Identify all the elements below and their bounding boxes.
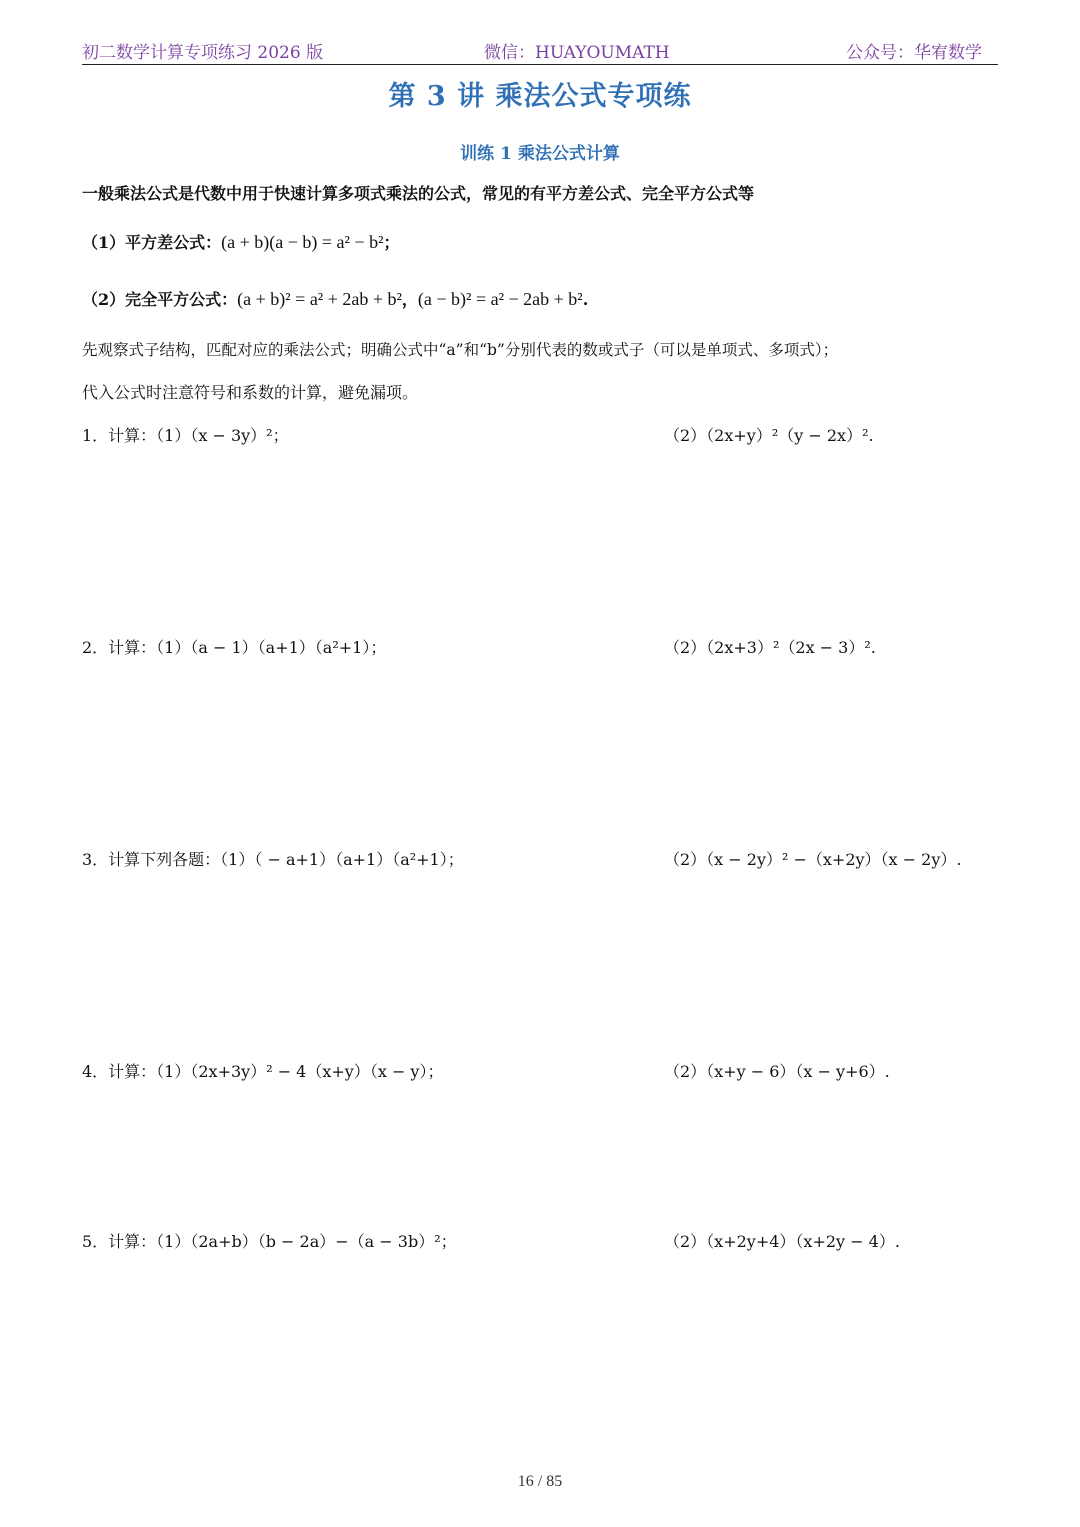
section-subtitle: 训练 1 乘法公式计算 xyxy=(460,144,620,164)
question-1-part-1: 1．计算：（1）（x − 3y）²； xyxy=(82,426,289,445)
formula2-expression-plus: (a + b)² = a² + 2ab + b² xyxy=(237,289,402,309)
tip-line-2: 代入公式时注意符号和系数的计算，避免漏项。 xyxy=(82,383,419,402)
question-1-part-2: （2）（2x+y）²（y − 2x）². xyxy=(664,426,874,445)
formula1-label: （1）平方差公式： xyxy=(82,233,222,252)
question-5-part-2: （2）（x+2y+4）（x+2y − 4）. xyxy=(664,1232,900,1251)
intro-text: 一般乘法公式是代数中用于快速计算多项式乘法的公式，常见的有平方差公式、完全平方公式等 xyxy=(82,184,755,203)
question-3-part-2: （2）（x − 2y）² −（x+2y）（x − 2y）. xyxy=(664,850,962,869)
formula-perfect-square xyxy=(82,287,588,310)
page-number: 16 / 85 xyxy=(517,1473,563,1490)
page-header xyxy=(82,36,998,65)
formula1-expression: (a + b)(a − b) = a² − b² xyxy=(221,232,384,252)
question-4-part-2: （2）（x+y − 6）（x − y+6）. xyxy=(664,1062,890,1081)
question-5-part-1: 5．计算：（1）（2a+b）（b − 2a）−（a − 3b）²； xyxy=(82,1232,457,1251)
tip-line-1: 先观察式子结构，匹配对应的乘法公式；明确公式中“a”和“b”分别代表的数或式子（可以是单项式、多项式）； xyxy=(82,341,839,359)
question-4-part-1: 4．计算：（1）（2x+3y）² − 4（x+y）（x − y）； xyxy=(82,1062,444,1081)
question-2-part-2: （2）（2x+3）²（2x − 3）². xyxy=(664,638,876,657)
formula-difference-of-squares xyxy=(82,230,400,253)
formula2-end: . xyxy=(582,290,589,309)
lecture-title: 第 3 讲 乘法公式专项练 xyxy=(388,81,692,112)
formula2-expression-minus: (a − b)² = a² − 2ab + b² xyxy=(417,289,583,309)
formula1-end: ； xyxy=(383,233,400,252)
formula2-separator: ， xyxy=(401,290,418,309)
header-wechat-text: 微信：HUAYOUMATH xyxy=(484,43,670,63)
header-account-text: 公众号：华宥数学 xyxy=(846,43,982,63)
header-left-text: 初二数学计算专项练习 2026 版 xyxy=(82,43,324,63)
question-2-part-1: 2．计算：（1）（a − 1）（a+1）（a²+1）； xyxy=(82,638,387,657)
formula2-label: （2）完全平方公式： xyxy=(82,290,238,309)
question-3-part-1: 3．计算下列各题：（1）（ − a+1）（a+1）（a²+1）； xyxy=(82,850,464,869)
